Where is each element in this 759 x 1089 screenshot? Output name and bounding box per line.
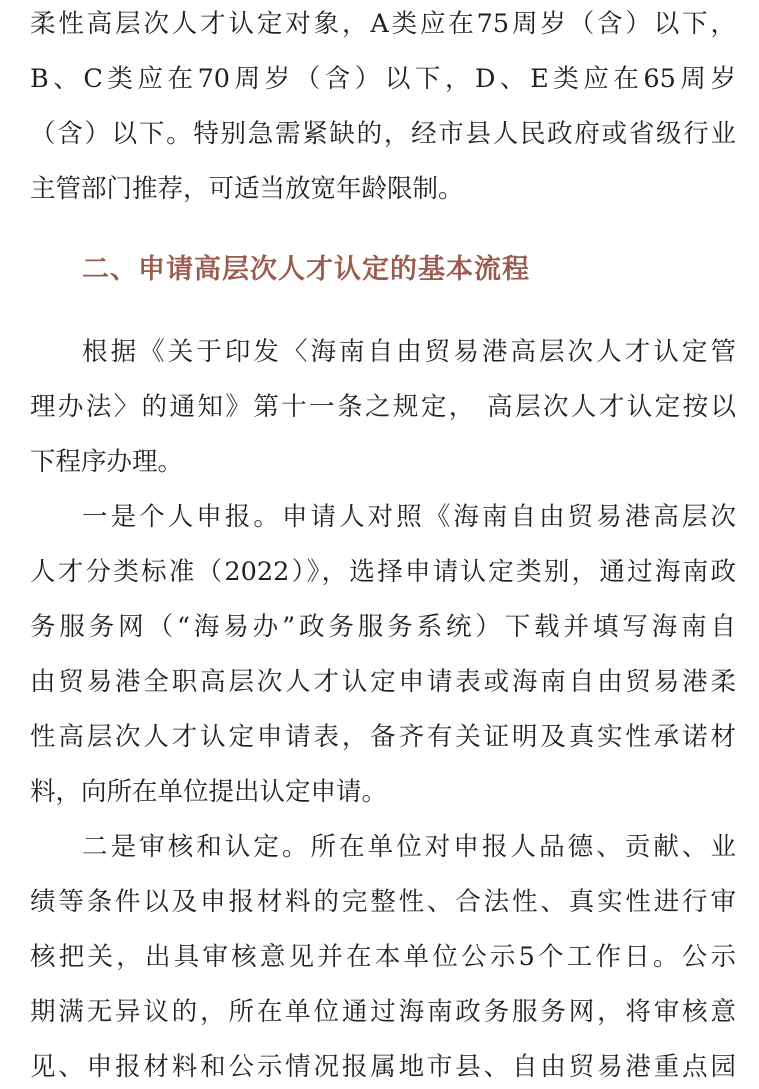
text-line: 下程序办理。: [30, 447, 184, 477]
text-line: 由贸易港全职高层次人才认定申请表或海南自由贸易港柔: [30, 667, 736, 697]
text-line: 见、申报材料和公示情况报属地市县、自由贸易港重点园: [30, 1052, 736, 1082]
section-heading: 二、申请高层次人才认定的基本流程: [82, 254, 530, 285]
text-line: 核把关，出具审核意见并在本单位公示5个工作日。公示: [30, 942, 736, 972]
text-line: 绩等条件以及申报材料的完整性、合法性、真实性进行审: [30, 887, 736, 917]
text-line: 理办法〉的通知》第十一条之规定， 高层次人才认定按以: [30, 392, 736, 422]
text-line: 性高层次人才认定申请表，备齐有关证明及真实性承诺材: [30, 722, 736, 752]
text-line: 人才分类标准（2022）》，选择申请认定类别，通过海南政: [30, 557, 736, 587]
text-line: 主管部门推荐，可适当放宽年龄限制。: [30, 174, 464, 204]
text-line: （含）以下。特别急需紧缺的，经市县人民政府或省级行业: [30, 119, 736, 149]
text-line: B、C类应在70周岁（含）以下，D、E类应在65周岁: [30, 64, 736, 94]
text-line: 期满无异议的，所在单位通过海南政务服务网，将审核意: [30, 997, 736, 1027]
text-line: 料，向所在单位提出认定申请。: [30, 777, 388, 807]
text-line: 务服务网（“海易办”政务服务系统）下载并填写海南自: [30, 612, 736, 642]
text-line: 一是个人申报。申请人对照《海南自由贸易港高层次: [82, 502, 736, 532]
text-line: 柔性高层次人才认定对象，A类应在75周岁（含）以下，: [30, 9, 736, 39]
text-line: 二是审核和认定。所在单位对申报人品德、贡献、业: [82, 832, 736, 862]
text-line: 根据《关于印发〈海南自由贸易港高层次人才认定管: [82, 337, 736, 367]
